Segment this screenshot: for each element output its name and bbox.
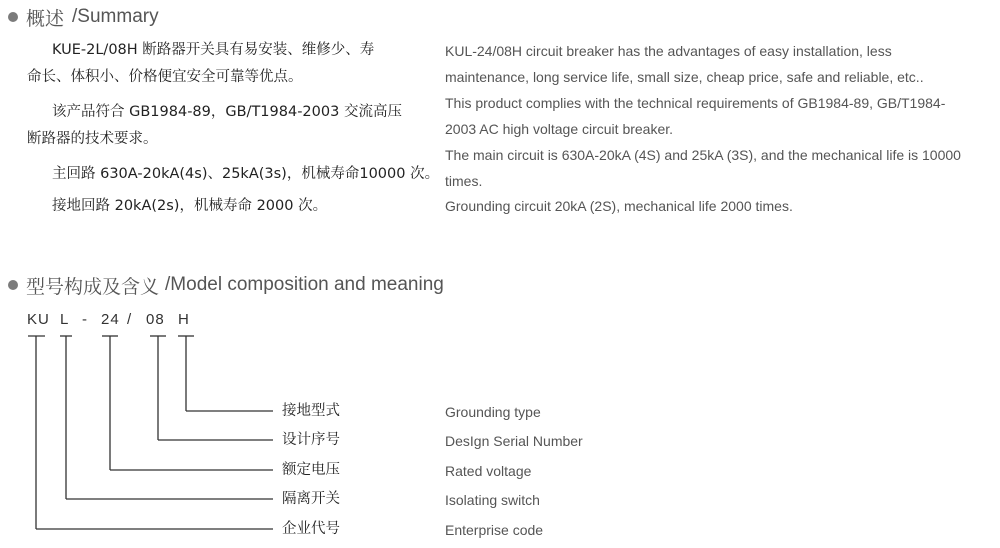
summary-heading-en: /Summary bbox=[72, 6, 159, 27]
summary-en-line: Grounding circuit 20kA (2S), mechanical life 2000 times. bbox=[445, 198, 793, 214]
meaning-en: Rated voltage bbox=[445, 463, 532, 479]
model-heading-zh: 型号构成及含义 bbox=[26, 275, 160, 298]
summary-heading-zh: 概述 bbox=[26, 7, 65, 30]
meaning-zh: 隔离开关 bbox=[282, 491, 340, 507]
summary-zh-line: 命长、体积小、价格便宜安全可靠等优点。 bbox=[27, 69, 303, 85]
summary-zh-line: KUE-2L/08H 断路器开关具有易安装、维修少、寿 bbox=[52, 42, 375, 58]
model-code-segment: / bbox=[127, 311, 133, 328]
summary-en-line: maintenance, long service life, small size, cheap price, safe and reliable, etc.. bbox=[445, 69, 924, 85]
model-code-segment: 08 bbox=[146, 311, 165, 328]
model-code-segment: L bbox=[60, 311, 70, 328]
meaning-en: Enterprise code bbox=[445, 522, 544, 538]
summary-zh-line: 断路器的技术要求。 bbox=[27, 131, 158, 147]
model-code-segment: KU bbox=[27, 311, 50, 328]
meaning-zh: 额定电压 bbox=[282, 462, 340, 478]
meaning-en: Isolating switch bbox=[445, 492, 540, 508]
summary-zh-line: 主回路 630A-20kA(4s)、25kA(3s)，机械寿命10000 次。 bbox=[52, 166, 440, 182]
summary-en-line: times. bbox=[445, 173, 483, 189]
meaning-en: DesIgn Serial Number bbox=[445, 433, 583, 449]
model-code-segment: - bbox=[82, 311, 88, 328]
meaning-en: Grounding type bbox=[445, 404, 541, 420]
summary-en-line: The main circuit is 630A-20kA (4S) and 25kA (3S), and the mechanical life is 10000 bbox=[445, 147, 961, 163]
summary-en-line: KUL-24/08H circuit breaker has the advantages of easy installation, less bbox=[445, 43, 892, 59]
summary-zh-line: 该产品符合 GB1984-89，GB/T1984-2003 交流高压 bbox=[52, 104, 402, 120]
summary-zh-line: 接地回路 20kA(2s)，机械寿命 2000 次。 bbox=[52, 198, 328, 214]
model-code-segment: 24 bbox=[101, 311, 120, 328]
meaning-zh: 企业代号 bbox=[282, 521, 340, 537]
summary-en-line: 2003 AC high voltage circuit breaker. bbox=[445, 121, 674, 137]
meaning-zh: 设计序号 bbox=[282, 432, 340, 448]
meaning-zh: 接地型式 bbox=[282, 403, 340, 419]
model-code-segment: H bbox=[178, 311, 190, 328]
model-heading-en: /Model composition and meaning bbox=[165, 274, 444, 295]
summary-en-line: This product complies with the technical requirements of GB1984-89, GB/T1984- bbox=[445, 95, 946, 111]
